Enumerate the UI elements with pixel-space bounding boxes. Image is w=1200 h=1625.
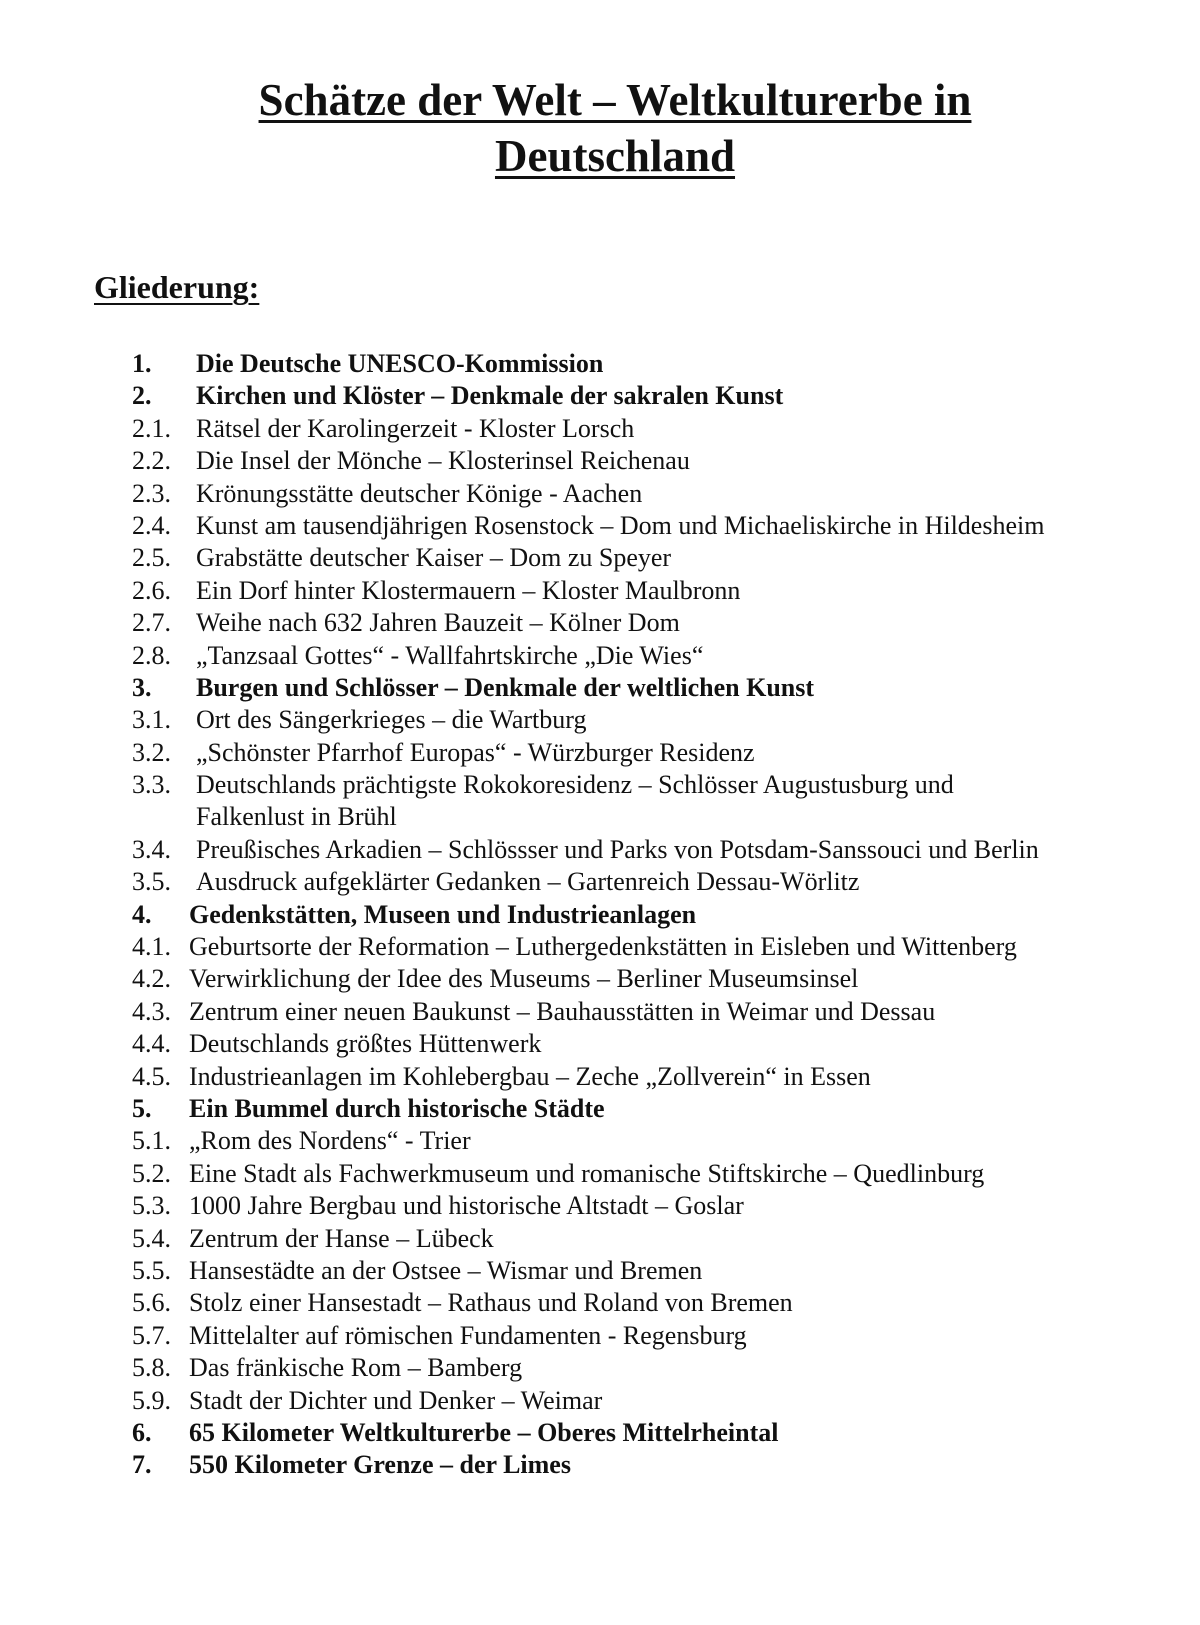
outline-number: 2.8. [132, 640, 171, 670]
outline-title: Zentrum der Hanse – Lübeck [189, 1223, 494, 1253]
outline-subsection [0, 510, 1200, 542]
outline-subsection [0, 963, 1200, 995]
outline-subsection [0, 866, 1200, 898]
outline-number: 3.4. [132, 834, 171, 864]
outline-number: 2. [132, 381, 152, 411]
outline-title: Zentrum einer neuen Baukunst – Bauhausstätten in Weimar und Dessau [189, 996, 936, 1026]
outline-section [0, 1417, 1200, 1449]
outline-number: 4. [132, 899, 152, 929]
outline-subsection [0, 445, 1200, 477]
outline-subsection [0, 575, 1200, 607]
outline-subsection [0, 1255, 1200, 1287]
outline-title: Stadt der Dichter und Denker – Weimar [189, 1385, 603, 1415]
outline-list [0, 348, 1200, 1482]
outline-subsection [0, 1028, 1200, 1060]
outline-title: 65 Kilometer Weltkulturerbe – Oberes Mittelrheintal [189, 1417, 779, 1447]
outline-number: 2.3. [132, 478, 171, 508]
outline-title: Rätsel der Karolingerzeit - Kloster Lorsch [196, 413, 635, 443]
outline-subsection [0, 1287, 1200, 1319]
outline-number: 4.5. [132, 1061, 171, 1091]
outline-subsection [0, 1223, 1200, 1255]
outline-title: „Schönster Pfarrhof Europas“ - Würzburger Residenz [196, 737, 755, 767]
outline-title: Grabstätte deutscher Kaiser – Dom zu Speyer [196, 543, 672, 573]
outline-section [0, 380, 1200, 412]
outline-title: 550 Kilometer Grenze – der Limes [189, 1450, 571, 1480]
outline-title: Preußisches Arkadien – Schlössser und Parks von Potsdam-Sanssouci und Berlin [196, 834, 1039, 864]
outline-number: 3.5. [132, 867, 171, 897]
outline-title: Deutschlands größtes Hüttenwerk [189, 1029, 542, 1059]
outline-title: Kirchen und Klöster – Denkmale der sakralen Kunst [196, 381, 784, 411]
outline-number: 5.8. [132, 1353, 171, 1383]
outline-number: 3.3. [132, 770, 171, 800]
outline-title-continuation: Falkenlust in Brühl [196, 802, 397, 832]
outline-title: Burgen und Schlösser – Denkmale der weltlichen Kunst [196, 672, 815, 702]
outline-number: 5.6. [132, 1288, 171, 1318]
outline-title: Das fränkische Rom – Bamberg [189, 1353, 523, 1383]
outline-title: Gedenkstätten, Museen und Industrieanlagen [189, 899, 697, 929]
outline-number: 3.2. [132, 737, 171, 767]
outline-number: 3. [132, 672, 152, 702]
outline-number: 3.1. [132, 705, 171, 735]
outline-title: Die Insel der Mönche – Klosterinsel Reichenau [196, 446, 690, 476]
outline-number: 4.2. [132, 964, 171, 994]
outline-subsection [0, 1190, 1200, 1222]
outline-number: 2.5. [132, 543, 171, 573]
outline-title: „Rom des Nordens“ - Trier [189, 1126, 471, 1156]
outline-title: Krönungsstätte deutscher Könige - Aachen [196, 478, 643, 508]
outline-title: Ausdruck aufgeklärter Gedanken – Gartenreich Dessau-Wörlitz [196, 867, 860, 897]
outline-section [0, 672, 1200, 704]
outline-number: 5.9. [132, 1385, 171, 1415]
outline-number: 5.2. [132, 1158, 171, 1188]
outline-subsection [0, 542, 1200, 574]
outline-number: 2.4. [132, 510, 171, 540]
outline-subsection [0, 704, 1200, 736]
outline-number: 7. [132, 1450, 152, 1480]
outline-number: 5. [132, 1094, 152, 1123]
outline-title: Verwirklichung der Idee des Museums – Berliner Museumsinsel [189, 964, 859, 994]
outline-number: 2.2. [132, 446, 171, 476]
outline-section [0, 899, 1200, 931]
outline-subsection [0, 1385, 1200, 1417]
outline-number: 6. [132, 1417, 152, 1447]
outline-heading: Gliederung: [94, 269, 260, 305]
outline-title: Hansestädte an der Ostsee – Wismar und Bremen [189, 1255, 703, 1285]
outline-number: 2.1. [132, 413, 171, 443]
outline-number: 4.1. [132, 932, 171, 962]
outline-section [0, 348, 1200, 380]
outline-subsection [0, 1061, 1200, 1093]
outline-title: Ein Bummel durch historische Städte [189, 1094, 605, 1123]
outline-number: 5.5. [132, 1255, 171, 1285]
outline-section [0, 1093, 1200, 1125]
outline-title: 1000 Jahre Bergbau und historische Altstadt – Goslar [189, 1191, 744, 1221]
outline-title: Industrieanlagen im Kohlebergbau – Zeche „Zollverein“ in Essen [189, 1061, 871, 1091]
outline-subsection [0, 1158, 1200, 1190]
outline-title: Deutschlands prächtigste Rokokoresidenz – Schlösser Augustusburg und [196, 770, 954, 800]
outline-number: 1. [132, 349, 152, 378]
outline-title: Geburtsorte der Reformation – Luthergedenkstätten in Eisleben und Wittenberg [189, 932, 1017, 962]
outline-subsection [0, 1352, 1200, 1384]
outline-number: 5.3. [132, 1191, 171, 1221]
outline-number: 2.7. [132, 608, 171, 638]
outline-title: Stolz einer Hansestadt – Rathaus und Roland von Bremen [189, 1288, 793, 1318]
outline-subsection [0, 1320, 1200, 1352]
outline-title: Eine Stadt als Fachwerkmuseum und romanische Stiftskirche – Quedlinburg [189, 1158, 985, 1188]
outline-number: 5.7. [132, 1320, 171, 1350]
outline-title: Ein Dorf hinter Klostermauern – Kloster Maulbronn [196, 575, 741, 605]
outline-number: 2.6. [132, 575, 171, 605]
outline-subsection [0, 931, 1200, 963]
outline-subsection [0, 737, 1200, 769]
outline-section [0, 1449, 1200, 1481]
outline-title: Kunst am tausendjährigen Rosenstock – Dom und Michaeliskirche in Hildesheim [196, 510, 1045, 540]
outline-subsection [0, 1125, 1200, 1157]
title-line-2: Deutschland [494, 131, 736, 181]
outline-subsection [0, 640, 1200, 672]
outline-subsection [0, 996, 1200, 1028]
outline-number: 4.3. [132, 996, 171, 1026]
outline-number: 4.4. [132, 1029, 171, 1059]
outline-title: Mittelalter auf römischen Fundamenten - Regensburg [189, 1320, 747, 1350]
outline-title: „Tanzsaal Gottes“ - Wallfahrtskirche „Die Wies“ [196, 640, 704, 670]
outline-title: Ort des Sängerkrieges – die Wartburg [196, 705, 587, 735]
page-title [0, 72, 1200, 184]
outline-title: Die Deutsche UNESCO-Kommission [196, 349, 604, 378]
outline-number: 5.1. [132, 1126, 171, 1156]
outline-subsection [0, 478, 1200, 510]
outline-subsection [0, 413, 1200, 445]
outline-subsection [0, 769, 1200, 834]
outline-title: Weihe nach 632 Jahren Bauzeit – Kölner Dom [196, 608, 680, 638]
outline-subsection [0, 834, 1200, 866]
outline-subsection [0, 607, 1200, 639]
title-line-1: Schätze der Welt – Weltkulturerbe in [258, 75, 972, 125]
outline-number: 5.4. [132, 1223, 171, 1253]
